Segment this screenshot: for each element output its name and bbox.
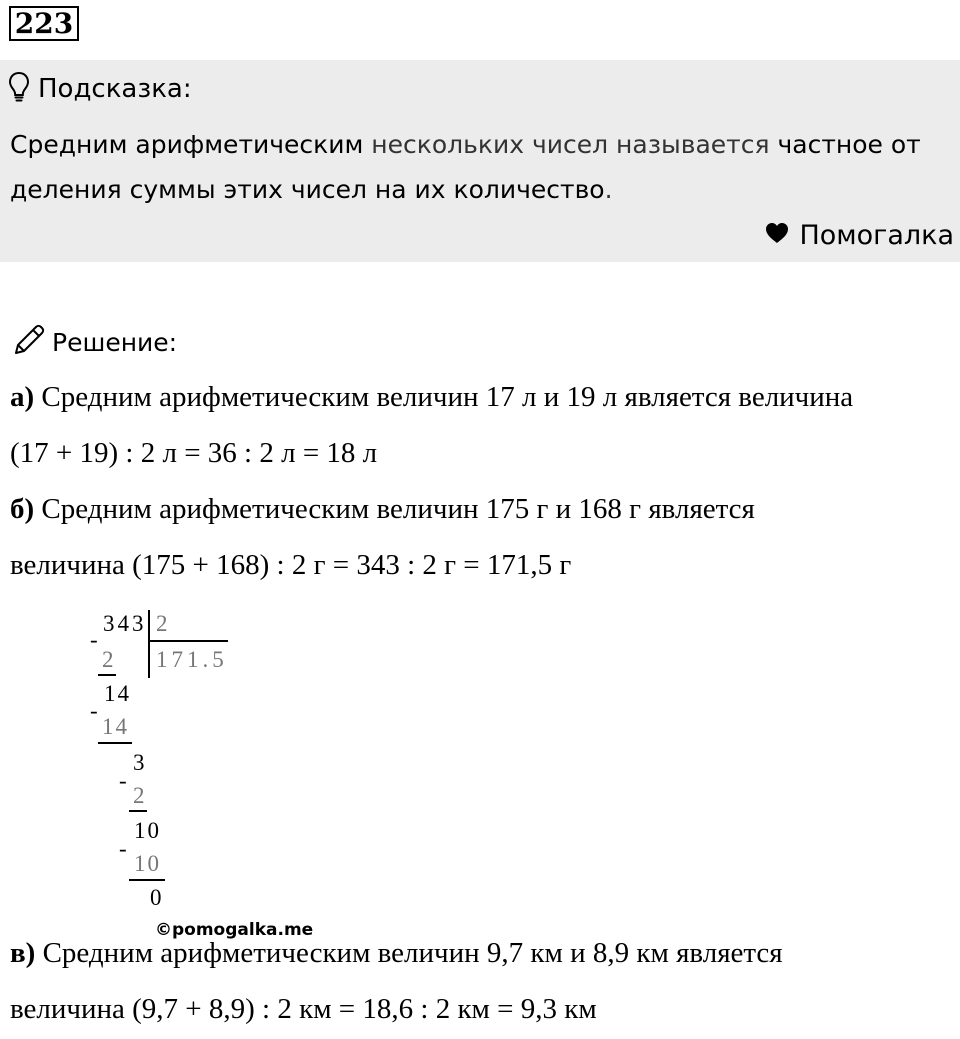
hint-box xyxy=(0,60,960,262)
item-b-label: б) xyxy=(10,493,35,525)
ld-minus-2: - xyxy=(90,698,98,723)
ld-minus-4: - xyxy=(119,836,127,861)
brand xyxy=(765,220,954,251)
ld-rem-2: 14 xyxy=(104,681,131,706)
item-a-label: а) xyxy=(10,381,35,413)
item-v-label: в) xyxy=(10,937,36,969)
ld-rem-3: 3 xyxy=(133,750,145,775)
ld-sub-3: 2 xyxy=(133,783,145,808)
ld-sub-4: 10 xyxy=(134,851,161,876)
item-b xyxy=(10,493,755,526)
ld-divisor: 2 xyxy=(156,611,168,636)
ld-underline-2 xyxy=(98,742,132,744)
hint-header xyxy=(8,72,192,106)
ld-underline-1 xyxy=(98,674,116,676)
ld-dividend: 343 xyxy=(103,611,147,636)
heart-icon xyxy=(765,222,789,249)
item-a xyxy=(10,381,853,414)
ld-sub-1: 2 xyxy=(102,647,114,672)
brand-name: Помогалка xyxy=(799,220,954,251)
ld-final-rem: 0 xyxy=(150,885,162,910)
ld-quotient: 171.5 xyxy=(156,647,228,672)
ld-minus-3: - xyxy=(119,768,127,793)
hint-title: Подсказка: xyxy=(38,74,192,104)
solution-title: Решение: xyxy=(52,327,178,357)
watermark: ©pomogalka.me xyxy=(155,920,314,940)
ld-underline-3 xyxy=(129,810,147,812)
item-a-calc: (17 + 19) : 2 л = 36 : 2 л = 18 л xyxy=(10,437,378,469)
hint-normal-1: нескольких чисел называется xyxy=(363,130,778,159)
ld-minus-1: - xyxy=(90,627,98,652)
item-b-text: Средним арифметическим величин 175 г и 168 г является xyxy=(34,493,755,525)
solution-header xyxy=(12,322,177,362)
ld-sub-2: 14 xyxy=(102,714,129,739)
ld-underline-4 xyxy=(129,879,165,881)
item-v-text: Средним арифметическим величин 9,7 км и 8,9 км является xyxy=(35,937,783,969)
task-number: 223 xyxy=(9,6,79,41)
ld-rem-4: 10 xyxy=(134,818,161,843)
item-b-calc: величина (175 + 168) : 2 г = 343 : 2 г = 171,5 г xyxy=(10,549,572,581)
hint-bold-1: Средним арифметическим xyxy=(10,130,364,159)
lightbulb-icon xyxy=(8,71,30,108)
hint-text xyxy=(10,122,950,212)
item-v-calc: величина (9,7 + 8,9) : 2 км = 18,6 : 2 км = 9,3 км xyxy=(10,993,597,1025)
item-a-text: Средним арифметическим величин 17 л и 19 л является величина xyxy=(34,381,854,413)
hint-bold-2: частное от деления суммы этих чисел на их количество xyxy=(10,130,921,204)
hint-end: . xyxy=(604,175,613,204)
ld-divider-horizontal xyxy=(148,640,228,642)
ld-divider-vertical xyxy=(148,610,150,678)
item-v xyxy=(10,937,783,970)
pencil-icon xyxy=(12,323,46,362)
